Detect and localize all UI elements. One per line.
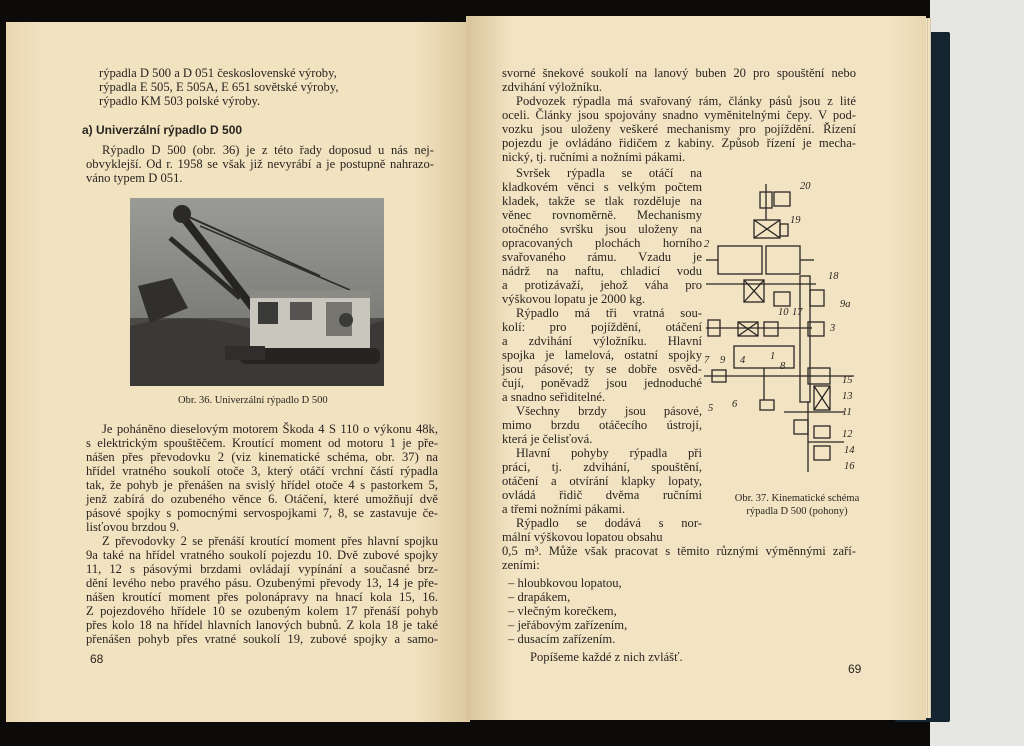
diagram-label: 11 xyxy=(842,407,852,418)
diagram-label: 19 xyxy=(790,215,801,226)
paragraph-line: hřídel vratného soukolí otoče 3, který otáčí vrchní částí rýpadla xyxy=(86,464,438,478)
column-line: jsou pásové; ty se dobře osvěd- xyxy=(502,362,702,376)
paragraph-line: nášen přes převodovku 2 (viz kinematické schéma, obr. 37) na xyxy=(86,450,438,464)
paragraph-line: zdvihání výložníku. xyxy=(502,80,603,94)
paragraph-line: pojezdu je ovládáno řidičem z kabiny. Způsob řízení je mecha- xyxy=(502,136,856,150)
paragraph-line: dění levého nebo pravého pásu. Ozubenými převody 13, 14 je pře- xyxy=(86,576,438,590)
intro-line: rýpadla E 505, E 505A, E 651 sovětské výroby, xyxy=(99,80,339,94)
diagram-label: 6 xyxy=(732,399,738,410)
column-line: kladek, takže se tlak rozděluje na xyxy=(502,194,702,208)
diagram-label: 12 xyxy=(842,429,853,440)
diagram-label: 4 xyxy=(740,355,746,366)
paragraph-line: nický, tj. ručními a nožními pákami. xyxy=(502,150,686,164)
column-line: a snadno seřiditelné. xyxy=(502,390,606,404)
diagram-label: 2 xyxy=(704,239,710,250)
list-item: – dusacím zařízením. xyxy=(508,632,616,646)
column-line: Rýpadlo se dodává s nor- xyxy=(516,516,702,530)
closing-line: Popíšeme každé z nich zvlášť. xyxy=(530,650,683,664)
list-item: – jeřábovým zařízením, xyxy=(508,618,628,632)
diagram-label: 9a xyxy=(840,299,851,310)
paragraph-line: zeními: xyxy=(502,558,540,572)
column-line: a zdvihání výložníku. Hlavní xyxy=(502,334,702,348)
paragraph-line: Je poháněno dieselovým motorem Škoda 4 S 110 o výkonu 48k, xyxy=(102,422,438,436)
paragraph-line: svorné šnekové soukolí na lanový buben 20 pro spouštění nebo xyxy=(502,66,856,80)
paragraph-line: 11, 12 s pásovými brzdami ovládají vypínání a současné brz- xyxy=(86,562,438,576)
column-line: Hlavní pohyby rýpadla při xyxy=(516,446,702,460)
column-line: nádrž na naftu, chladicí vodu xyxy=(502,264,702,278)
column-line: otáčení a otvírání klapky lopaty, xyxy=(502,474,702,488)
column-line: mimo brzdu otáčecího ústrojí, xyxy=(502,418,702,432)
list-item: – vlečným korečkem, xyxy=(508,604,617,618)
paragraph-line: váno typem D 051. xyxy=(86,171,183,185)
paragraph-line: vozku jsou uloženy veškeré mechanismy pro pojíždění. Řízení xyxy=(502,122,856,136)
column-line: práci, tj. zdvihání, spouštění, xyxy=(502,460,702,474)
column-line: Všechny brzdy jsou pásové, xyxy=(516,404,702,418)
page-number: 69 xyxy=(848,662,862,676)
column-line: kolí: pro pojíždění, otáčení xyxy=(502,320,702,334)
column-line: opracovaných plochách horního xyxy=(502,236,702,250)
column-line: spojka je lamelová, ostatní spojky xyxy=(502,348,702,362)
column-line: čují, poněvadž jsou jednoduché xyxy=(502,376,702,390)
diagram-label: 20 xyxy=(800,181,811,192)
column-line: Rýpadlo má tři vratná sou- xyxy=(516,306,702,320)
diagram-label: 5 xyxy=(708,403,714,414)
column-line: výškovou lopatu je 2000 kg. xyxy=(502,292,646,306)
diagram-label: 15 xyxy=(842,375,853,386)
paragraph-line: Podvozek rýpadla má svařovaný rám, články pásů jsou z lité xyxy=(516,94,856,108)
paragraph-line: Z pojezdového hřídele 10 se ozubeným kolem 17 přenáší pohyb xyxy=(86,604,438,618)
paragraph-line: 0,5 m³. Může však pracovat s těmito různými výměnnými zaří- xyxy=(502,544,856,558)
paragraph-line: oceli. Články jsou spojovány snadno vyměnitelnými čepy. V pod- xyxy=(502,108,856,122)
column-line: věnec rovnoměrně. Mechanismy xyxy=(502,208,702,222)
paragraph-line: 9a také na hřídel vratného soukolí pojezdu 10. Dvě zubové spojky xyxy=(86,548,438,562)
diagram-label: 16 xyxy=(844,461,855,472)
page-number: 68 xyxy=(90,652,104,666)
paragraph-line: přenášen pohyb přes vratné soukolí 19, zubové spojky a samo- xyxy=(86,632,438,646)
right-page xyxy=(466,16,926,720)
diagram-label: 8 xyxy=(780,361,786,372)
diagram-label: 13 xyxy=(842,391,853,402)
diagram-label: 18 xyxy=(828,271,839,282)
list-item: – drapákem, xyxy=(508,590,571,604)
excavator-photo xyxy=(130,198,384,386)
paragraph-line: tak, že pohyb je přenášen na svislý hřídel otoče 4 s pastorkem 5, xyxy=(86,478,438,492)
kinematic-diagram xyxy=(704,180,884,480)
intro-line: rýpadlo KM 503 polské výroby. xyxy=(99,94,261,108)
column-line: která je čelisťová. xyxy=(502,432,593,446)
paragraph-line: lisťovou brzdou 9. xyxy=(86,520,180,534)
paragraph-line: Rýpadlo D 500 (obr. 36) je z této řady doposud u nás nej- xyxy=(102,143,434,157)
paragraph-line: mální výškovou lopatou obsahu xyxy=(502,530,663,544)
column-line: Svršek rýpadla se otáčí na xyxy=(516,166,702,180)
left-page xyxy=(6,22,470,722)
column-line: a protizávaží, jehož váha pro xyxy=(502,278,702,292)
diagram-label: 14 xyxy=(844,445,855,456)
paragraph-line: obvyklejší. Od r. 1958 se však již nevyrábí a je postupně nahrazo- xyxy=(86,157,434,171)
paragraph-line: s elektrickým spouštěčem. Kroutící moment od motoru 1 je pře- xyxy=(86,436,438,450)
list-item: – hloubkovou lopatou, xyxy=(508,576,622,590)
column-line: otočného svršku jsou uloženy na xyxy=(502,222,702,236)
figure-caption: rýpadla D 500 (pohony) xyxy=(746,506,848,517)
diagram-label: 9 xyxy=(720,355,726,366)
column-line: a třemi nožními pákami. xyxy=(502,502,626,516)
column-line: svařovaného rámu. Vzadu je xyxy=(502,250,702,264)
figure-caption: Obr. 36. Univerzální rýpadlo D 500 xyxy=(178,395,328,406)
figure-caption: Obr. 37. Kinematické schéma xyxy=(734,493,860,504)
paragraph-line: nášen kroutící moment přes polonápravy na hnací kola 15, 16. xyxy=(86,590,438,604)
diagram-label: 7 xyxy=(704,355,710,366)
diagram-label: 3 xyxy=(830,323,836,334)
paragraph-line: jenž zabírá do ozubeného věnce 6. Otáčení, které umožňují dvě xyxy=(86,492,438,506)
paragraph-line: pásové spojky s pomocnými servospojkami 7, 8, se zastavuje če- xyxy=(86,506,438,520)
diagram-label: 1 xyxy=(770,351,776,362)
paragraph-line: Z převodovky 2 se přenáší kroutící moment přes hlavní spojku xyxy=(102,534,438,548)
paragraph-line: přes kolo 18 na hřídel hlavních lanových bubnů. Z kola 18 je také xyxy=(86,618,438,632)
column-line: kladkovém věnci s velkým počtem xyxy=(502,180,702,194)
diagram-label: 17 xyxy=(792,307,803,318)
diagram-label: 10 xyxy=(778,307,789,318)
column-line: ovládá řidič dvěma ručními xyxy=(502,488,702,502)
intro-line: rýpadla D 500 a D 051 československé výroby, xyxy=(99,66,337,80)
open-book xyxy=(0,22,950,722)
section-heading: a) Univerzální rýpadlo D 500 xyxy=(82,123,243,137)
